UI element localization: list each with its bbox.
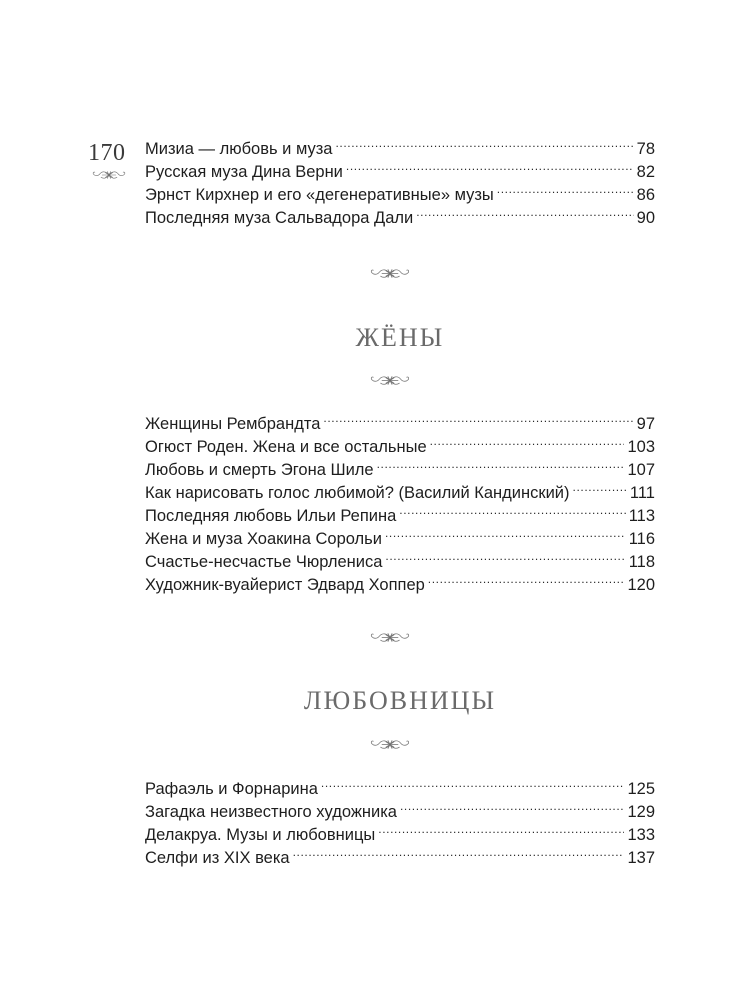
toc-entry-page: 111 <box>629 484 655 502</box>
flourish-ornament-icon <box>92 168 126 182</box>
toc-entry-page: 97 <box>636 415 655 433</box>
toc-entry-page: 129 <box>627 803 655 821</box>
toc-entry-page: 118 <box>628 553 655 571</box>
dot-leader <box>377 452 625 475</box>
toc-entry-title: Рафаэль и Форнарина <box>145 780 318 798</box>
toc-entry-page: 82 <box>636 163 655 181</box>
section-heading-wives: ЖЁНЫ <box>355 323 445 352</box>
toc-entry-page: 137 <box>627 849 655 867</box>
toc-entry-title: Мизиа — любовь и муза <box>145 140 333 158</box>
dot-leader <box>346 154 634 177</box>
flourish-ornament-icon <box>370 373 410 388</box>
toc-entry-page: 125 <box>627 780 655 798</box>
toc-entry-page: 107 <box>627 461 655 479</box>
dot-leader <box>573 475 627 498</box>
dot-leader <box>293 840 625 863</box>
toc-entry-page: 120 <box>627 576 655 594</box>
dot-leader <box>497 177 634 200</box>
dot-leader <box>399 498 625 521</box>
dot-leader <box>336 131 634 154</box>
toc-entry-page: 86 <box>636 186 655 204</box>
toc-entry-title: Огюст Роден. Жена и все остальные <box>145 438 427 456</box>
toc-entry-title: Загадка неизвестного художника <box>145 803 397 821</box>
toc-entry-title: Как нарисовать голос любимой? (Василий Кандинский) <box>145 484 570 502</box>
toc-entry-title: Последняя муза Сальвадора Дали <box>145 209 414 227</box>
toc-entry-page: 133 <box>627 826 655 844</box>
dot-leader <box>385 521 626 544</box>
dot-leader <box>323 406 633 429</box>
toc-entry[interactable] <box>145 406 655 433</box>
dot-leader <box>378 817 624 840</box>
toc-section-muses <box>145 131 655 227</box>
flourish-ornament-icon <box>370 266 410 281</box>
toc-entry[interactable] <box>145 771 655 798</box>
page-number: 170 <box>88 140 126 166</box>
dot-leader <box>430 429 625 452</box>
section-heading-lovers: ЛЮБОВНИЦЫ <box>303 686 497 715</box>
toc-entry-title: Делакруа. Музы и любовницы <box>145 826 376 844</box>
dot-leader <box>428 567 625 590</box>
toc-entry-title: Эрнст Кирхнер и его «дегенеративные» музы <box>145 186 494 204</box>
toc-entry-title: Последняя любовь Ильи Репина <box>145 507 397 525</box>
dot-leader <box>416 200 633 223</box>
toc-section-wives <box>145 406 655 594</box>
toc-entry-title: Счастье-несчастье Чюрлениса <box>145 553 383 571</box>
dot-leader <box>321 771 625 794</box>
dot-leader <box>400 794 624 817</box>
toc-entry-title: Жена и муза Хоакина Сорольи <box>145 530 382 548</box>
flourish-ornament-icon <box>370 737 410 752</box>
toc-entry-page: 103 <box>627 438 655 456</box>
toc-entry-page: 113 <box>628 507 655 525</box>
toc-entry-title: Селфи из XIX века <box>145 849 290 867</box>
toc-entry-title: Русская муза Дина Верни <box>145 163 343 181</box>
flourish-ornament-icon <box>370 630 410 645</box>
toc-entry-title: Женщины Рембрандта <box>145 415 321 433</box>
toc-entry-page: 90 <box>636 209 655 227</box>
toc-entry[interactable] <box>145 131 655 158</box>
dot-leader <box>385 544 625 567</box>
toc-section-lovers <box>145 771 655 867</box>
toc-entry-page: 78 <box>636 140 655 158</box>
toc-entry-title: Любовь и смерть Эгона Шиле <box>145 461 374 479</box>
toc-entry-page: 116 <box>628 530 655 548</box>
toc-entry-title: Художник-вуайерист Эдвард Хоппер <box>145 576 425 594</box>
